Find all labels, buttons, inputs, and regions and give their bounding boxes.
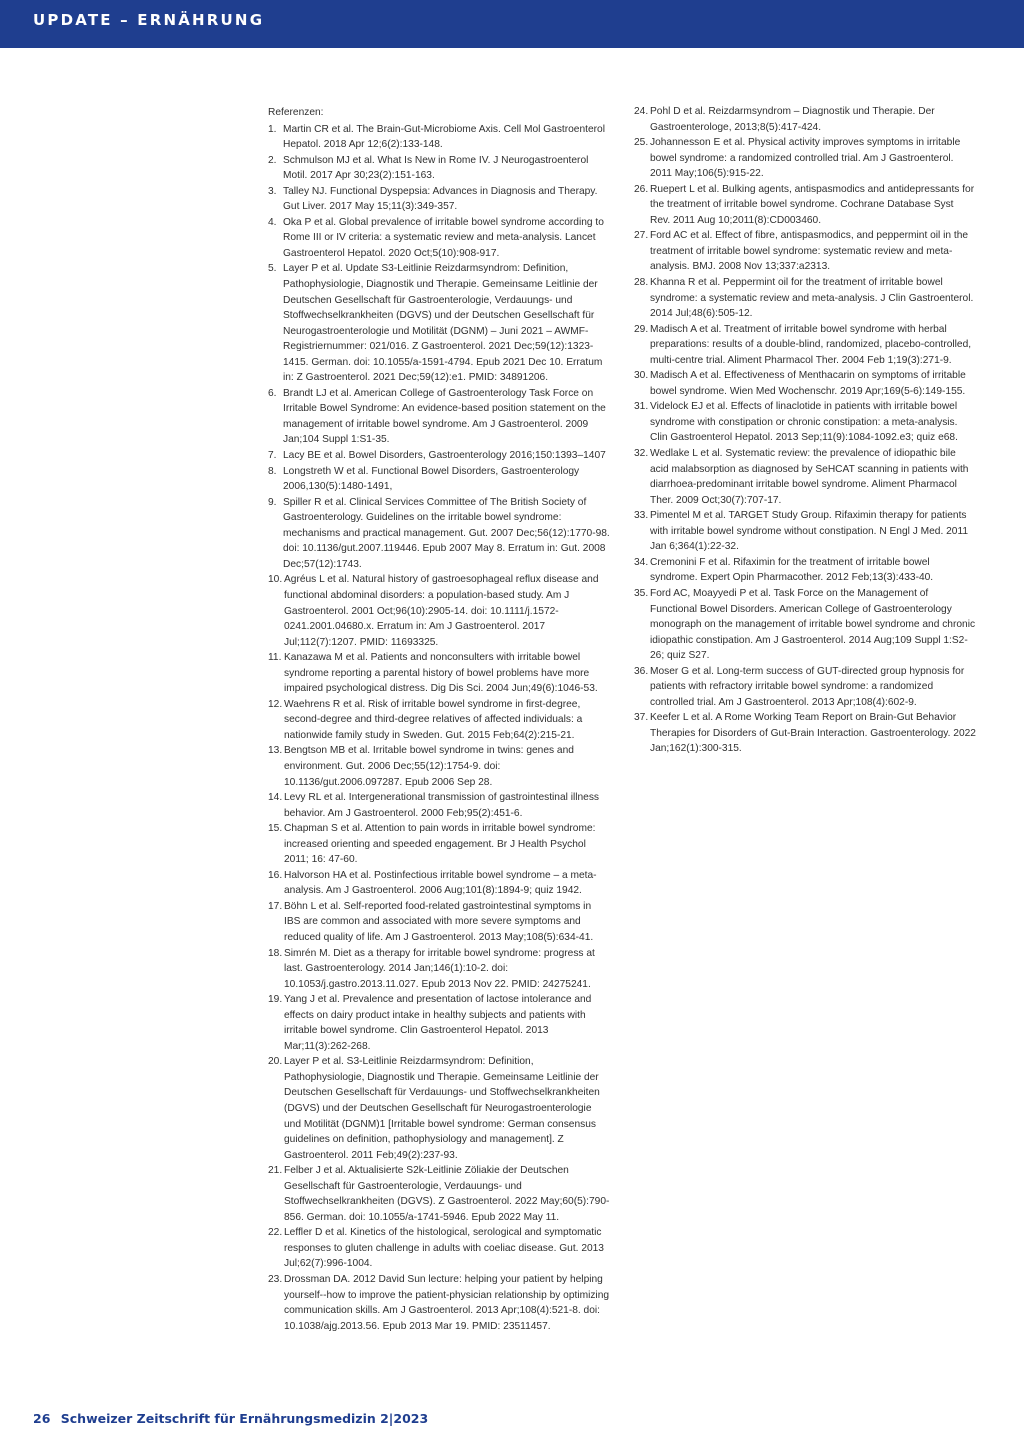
reference-item xyxy=(268,1163,610,1225)
reference-text: Ford AC, Moayyedi P et al. Task Force on the Management of Functional Bowel Disorders. American College of Gastroenterology monograph on the management of irritable bowel syndrome and chronic idiopathic constipation. Am J Gastroenterol. 2014 Aug;109 Suppl 1:S2-26; quiz S27. xyxy=(650,587,976,662)
reference-item xyxy=(268,946,610,993)
reference-text: Waehrens R et al. Risk of irritable bowel syndrome in first-degree, second-degree and third-degree relatives of affected individuals: a nationwide family study in Sweden. Gut. 2015 Feb;64(2):215-21. xyxy=(284,698,583,741)
reference-item xyxy=(268,697,610,744)
reference-item xyxy=(268,790,610,821)
reference-number: 31. xyxy=(634,401,649,413)
reference-item xyxy=(634,322,976,369)
reference-text: Drossman DA. 2012 David Sun lecture: helping your patient by helping yourself--how to improve the patient-physician relationship by optimizing communication skills. Am J Gastroenterol. 2013 Apr;108(4):521-8. doi: 10.1038/ajg.2013.56. Epub 2013 Mar 19. PMID: 23511457. xyxy=(284,1274,610,1332)
reference-text: Bengtson MB et al. Irritable bowel syndrome in twins: genes and environment. Gut. 2006 Dec;55(12):1754-9. doi: 10.1136/gut.2006.097287. Epub 2006 Sep 28. xyxy=(284,745,574,788)
reference-text: Agréus L et al. Natural history of gastroesophageal reflux disease and functional abdominal disorders: a population-based study. Am J Gastroenterol. 2001 Oct;96(10):2905-14. doi: 10.1111/j.1572-0241.2001.04680.x. Erratum in: Am J Gastroenterol. 2017 Jul;112(7):1207. PMID: 11693325. xyxy=(284,574,599,648)
reference-item xyxy=(268,1272,610,1334)
reference-number: 18. xyxy=(268,947,283,959)
reference-text: Pimentel M et al. TARGET Study Group. Rifaximin therapy for patients with irritable bowel syndrome without constipation. N Engl J Med. 2011 Jan 6;364(1):22-32. xyxy=(650,510,969,553)
reference-item xyxy=(268,464,610,495)
reference-item xyxy=(634,586,976,664)
reference-item xyxy=(268,821,610,868)
reference-number: 35. xyxy=(634,587,649,599)
page-footer xyxy=(33,1411,428,1426)
reference-text: Halvorson HA et al. Postinfectious irritable bowel syndrome – a meta-analysis. Am J Gastroenterol. 2006 Aug;101(8):1894-9; quiz 1942. xyxy=(284,869,597,897)
header-band xyxy=(0,0,1024,48)
reference-item xyxy=(268,899,610,946)
reference-text: Martin CR et al. The Brain-Gut-Microbiome Axis. Cell Mol Gastroenterol Hepatol. 2018 Apr 12;6(2):133-148. xyxy=(283,123,605,151)
reference-number: 25. xyxy=(634,137,649,149)
journal-name: Schweizer Zeitschrift für Ernährungsmedizin 2|2023 xyxy=(60,1411,429,1426)
reference-text: Kanazawa M et al. Patients and nonconsulters with irritable bowel syndrome reporting a parental history of bowel problems have more impaired psychological distress. Dig Dis Sci. 2004 Jun;49(6):1046-53. xyxy=(284,652,598,695)
reference-text: Oka P et al. Global prevalence of irritable bowel syndrome according to Rome III or IV criteria: a systematic review and meta-analysis. Lancet Gastroenterol Hepatol. 2020 Oct;5(10):908-917. xyxy=(283,216,604,259)
reference-text: Moser G et al. Long-term success of GUT-directed group hypnosis for patients with refractory irritable bowel syndrome: a randomized controlled trial. Am J Gastroenterol. 2013 Apr;108(4):602-9. xyxy=(650,665,965,708)
reference-number: 33. xyxy=(634,510,649,522)
references-heading: Referenzen: xyxy=(268,107,324,118)
reference-number: 6. xyxy=(268,387,277,399)
reference-item xyxy=(634,508,976,555)
reference-item xyxy=(268,386,610,448)
reference-number: 22. xyxy=(268,1227,283,1239)
reference-item xyxy=(634,555,976,586)
reference-item xyxy=(268,743,610,790)
reference-list-right xyxy=(634,104,976,757)
reference-item xyxy=(634,664,976,711)
reference-item xyxy=(268,1054,610,1163)
reference-item xyxy=(268,184,610,215)
reference-number: 17. xyxy=(268,900,283,912)
reference-number: 8. xyxy=(268,465,277,477)
reference-number: 36. xyxy=(634,665,649,677)
section-title: UPDATE – ERNÄHRUNG xyxy=(33,11,265,29)
reference-number: 2. xyxy=(268,154,277,166)
reference-number: 10. xyxy=(268,574,283,586)
reference-number: 37. xyxy=(634,712,649,724)
reference-number: 16. xyxy=(268,869,283,881)
reference-text: Leffler D et al. Kinetics of the histological, serological and symptomatic responses to gluten challenge in adults with coeliac disease. Gut. 2013 Jul;62(7):996-1004. xyxy=(284,1227,604,1270)
reference-item xyxy=(634,104,976,135)
reference-number: 32. xyxy=(634,448,649,460)
reference-text: Yang J et al. Prevalence and presentation of lactose intolerance and effects on dairy product intake in healthy subjects and patients with irritable bowel syndrome. Clin Gastroenterol Hepatol. 2013 Mar;11(3):262-268. xyxy=(284,994,592,1052)
reference-item xyxy=(268,215,610,262)
reference-number: 1. xyxy=(268,123,277,135)
reference-number: 5. xyxy=(268,263,277,275)
reference-item xyxy=(268,572,610,650)
references-column-right xyxy=(634,104,976,757)
reference-text: Spiller R et al. Clinical Services Committee of The British Society of Gastroenterology. Guidelines on the irritable bowel syndrome: mechanisms and practical management. Gut. 2007 Dec;56(12):1770-98. doi: 10.1136/gut.2007.119446. Epub 2007 May 8. Erratum in: Gut. 2008 Dec;57(12):1743. xyxy=(283,496,610,570)
reference-item xyxy=(634,446,976,508)
references-column-left xyxy=(268,105,610,1334)
reference-number: 29. xyxy=(634,323,649,335)
reference-number: 3. xyxy=(268,185,277,197)
reference-item xyxy=(634,182,976,229)
reference-text: Longstreth W et al. Functional Bowel Disorders, Gastroenterology 2006,130(5):1480-1491, xyxy=(283,465,580,493)
reference-text: Keefer L et al. A Rome Working Team Report on Brain-Gut Behavior Therapies for Disorders of Gut-Brain Interaction. Gastroenterology. 2022 Jan;162(1):300-315. xyxy=(650,712,976,755)
reference-number: 14. xyxy=(268,792,283,804)
reference-text: Layer P et al. Update S3-Leitlinie Reizdarmsyndrom: Definition, Pathophysiologie, Diagnostik und Therapie. Gemeinsame Leitlinie der Deutschen Gesellschaft für Gastroenterologie, Verdauungs- und Stoffwechselkrankheiten (DGVS) und der Deutschen Gesellschaft für Neurogastroenterologie und Motilität (DGNM) – Juni 2021 – AWMF-Registriernummer: 021/016. Z Gastroenterol. 2021 Dec;59(12):1323-1415. German. doi: 10.1055/a-1591-4794. Epub 2021 Dec 10. Erratum in: Z Gastroenterol. 2021 Dec;59(12):e1. PMID: 34891206. xyxy=(283,263,603,384)
reference-number: 12. xyxy=(268,698,283,710)
reference-text: Layer P et al. S3-Leitlinie Reizdarmsyndrom: Definition, Pathophysiologie, Diagnostik und Therapie. Gemeinsame Leitlinie der Deutschen Gesellschaft für Verdauungs- und Stoffwechselkrankheiten (DGVS) und der Deutschen Gesellschaft für Neurogastroenterologie und Motilität (DGNM)1 [Irritable bowel syndrome: German consensus guidelines on definition, pathophysiology and management]. Z Gastroenterol. 2011 Feb;49(2):237-93. xyxy=(284,1056,600,1161)
reference-text: Böhn L et al. Self-reported food-related gastrointestinal symptoms in IBS are common and associated with more severe symptoms and reduced quality of life. Am J Gastroenterol. 2013 May;108(5):634-41. xyxy=(284,900,594,943)
reference-text: Ruepert L et al. Bulking agents, antispasmodics and antidepressants for the treatment of irritable bowel syndrome. Cochrane Database Syst Rev. 2011 Aug 10;2011(8):CD003460. xyxy=(650,183,975,226)
reference-number: 4. xyxy=(268,216,277,228)
page-number: 26 xyxy=(33,1411,51,1426)
reference-item xyxy=(634,710,976,757)
reference-item xyxy=(268,448,610,464)
reference-number: 11. xyxy=(268,652,282,664)
reference-number: 34. xyxy=(634,556,649,568)
reference-number: 7. xyxy=(268,450,277,462)
reference-item xyxy=(268,495,610,573)
reference-text: Talley NJ. Functional Dyspepsia: Advances in Diagnosis and Therapy. Gut Liver. 2017 May 15;11(3):349-357. xyxy=(283,185,598,213)
reference-text: Simrén M. Diet as a therapy for irritable bowel syndrome: progress at last. Gastroenterology. 2014 Jan;146(1):10-2. doi: 10.1053/j.gastro.2013.11.027. Epub 2013 Nov 22. PMID: 24275241. xyxy=(284,947,595,990)
reference-number: 27. xyxy=(634,230,649,242)
reference-number: 21. xyxy=(268,1165,283,1177)
reference-text: Johannesson E et al. Physical activity improves symptoms in irritable bowel syndrome: a randomized controlled trial. Am J Gastroenterol. 2011 May;106(5):915-22. xyxy=(650,137,961,180)
reference-item xyxy=(634,399,976,446)
reference-number: 20. xyxy=(268,1056,283,1068)
reference-text: Cremonini F et al. Rifaximin for the treatment of irritable bowel syndrome. Expert Opin Pharmacother. 2012 Feb;13(3):433-40. xyxy=(650,556,934,584)
reference-number: 24. xyxy=(634,106,649,117)
reference-number: 30. xyxy=(634,370,649,382)
reference-item xyxy=(268,650,610,697)
reference-text: Pohl D et al. Reizdarmsyndrom – Diagnostik und Therapie. Der Gastroenterologe, 2013;8(5):417-424. xyxy=(650,106,935,133)
reference-text: Videlock EJ et al. Effects of linaclotide in patients with irritable bowel syndrome with constipation or chronic constipation: a meta-analysis. Clin Gastroenterol Hepatol. 2013 Sep;11(9):1084-1092.e3; quiz e68. xyxy=(650,401,958,444)
reference-item xyxy=(268,261,610,385)
reference-item xyxy=(268,992,610,1054)
reference-number: 23. xyxy=(268,1274,283,1286)
reference-number: 15. xyxy=(268,823,283,835)
reference-number: 26. xyxy=(634,183,649,195)
reference-item xyxy=(634,275,976,322)
reference-number: 13. xyxy=(268,745,283,757)
reference-item xyxy=(634,135,976,182)
reference-text: Brandt LJ et al. American College of Gastroenterology Task Force on Irritable Bowel Syndrome: An evidence-based position statement on the management of irritable bowel syndrome. Am J Gastroenterol. 2009 Jan;104 Suppl 1:S1-35. xyxy=(283,387,606,446)
reference-number: 28. xyxy=(634,277,649,289)
reference-text: Chapman S et al. Attention to pain words in irritable bowel syndrome: increased orienting and speeded engagement. Br J Health Psychol 2011; 16: 47-60. xyxy=(284,823,596,866)
reference-text: Felber J et al. Aktualisierte S2k-Leitlinie Zöliakie der Deutschen Gesellschaft für Gastroenterologie, Verdauungs- und Stoffwechselkrankheiten (DGVS). Z Gastroenterol. 2022 May;60(5):790-856. German. doi: 10.1055/a-1741-5946. Epub 2022 May 11. xyxy=(284,1165,610,1223)
reference-text: Madisch A et al. Treatment of irritable bowel syndrome with herbal preparations: results of a double-blind, randomized, placebo-controlled, multi-centre trial. Aliment Pharmacol Ther. 2004 Feb 1;19(3):271-9. xyxy=(650,323,972,366)
reference-text: Wedlake L et al. Systematic review: the prevalence of idiopathic bile acid malabsorption as diagnosed by SeHCAT scanning in patients with diarrhoea-predominant irritable bowel syndrome. Aliment Pharmacol Ther. 2009 Oct;30(7):707-17. xyxy=(650,448,969,506)
reference-number: 19. xyxy=(268,994,283,1006)
reference-list-left xyxy=(268,122,610,1335)
reference-item xyxy=(268,1225,610,1272)
reference-text: Khanna R et al. Peppermint oil for the treatment of irritable bowel syndrome: a systematic review and meta-analysis. J Clin Gastroenterol. 2014 Jul;48(6):505-12. xyxy=(650,277,974,320)
reference-text: Ford AC et al. Effect of fibre, antispasmodics, and peppermint oil in the treatment of irritable bowel syndrome: systematic review and meta-analysis. BMJ. 2008 Nov 13;337:a2313. xyxy=(650,230,969,273)
reference-text: Madisch A et al. Effectiveness of Menthacarin on symptoms of irritable bowel syndrome. Wien Med Wochenschr. 2019 Apr;169(5-6):149-155. xyxy=(650,370,966,397)
reference-item xyxy=(268,122,610,153)
reference-item xyxy=(268,868,610,899)
reference-item xyxy=(634,228,976,275)
reference-text: Levy RL et al. Intergenerational transmission of gastrointestinal illness behavior. Am J Gastroenterol. 2000 Feb;95(2):451-6. xyxy=(284,792,600,819)
reference-item xyxy=(634,368,976,399)
reference-item xyxy=(268,153,610,184)
reference-number: 9. xyxy=(268,496,277,508)
reference-text: Schmulson MJ et al. What Is New in Rome IV. J Neurogastroenterol Motil. 2017 Apr 30;23(2):151-163. xyxy=(283,154,589,182)
reference-text: Lacy BE et al. Bowel Disorders, Gastroenterology 2016;150:1393–1407 xyxy=(283,450,606,462)
